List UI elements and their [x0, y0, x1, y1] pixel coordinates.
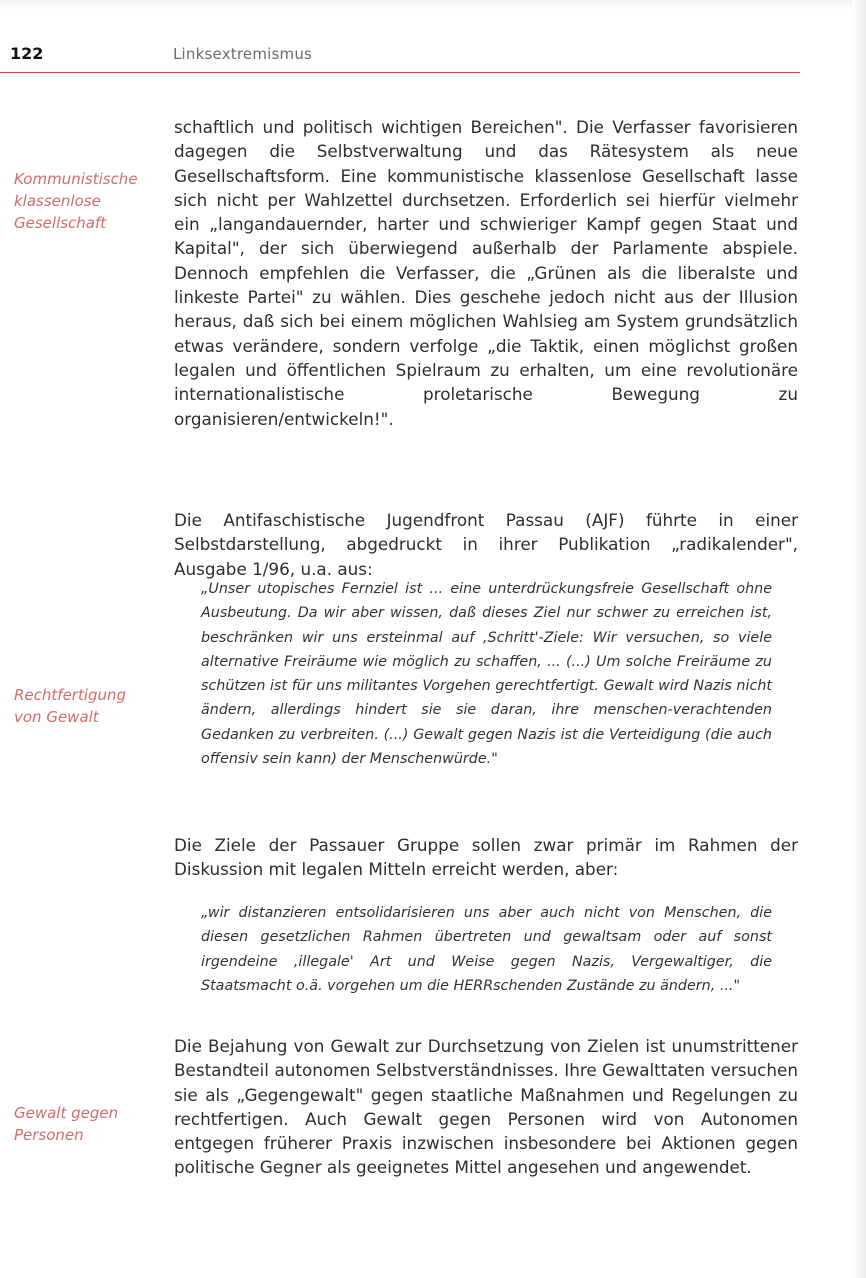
margin-note-line: Rechtfertigung [14, 686, 127, 704]
page-edge-top [0, 0, 866, 10]
block-quote-2: „wir distanzieren entsolidarisieren uns aber auch nicht von Menschen, die diesen gesetzlichen Rahmen übertreten und gewaltsam oder auf sonst irgendeine ‚illegale' Art und Weise gegen Nazis, Vergewaltiger, die Staatsmacht o.ä. vorgehen um die HERRschenden Zustände zu ändern, ..." [201, 905, 772, 994]
paragraph-2: Die Antifaschistische Jugendfront Passau (AJF) führte in einer Selbstdarstellung, abgedruckt in ihrer Publikation „radikalender", Ausgabe 1/96, u.a. aus: [174, 510, 798, 579]
paragraph-3: Die Ziele der Passauer Gruppe sollen zwar primär im Rahmen der Diskussion mit legalen Mitteln erreicht werden, aber: [174, 835, 798, 880]
margin-note-communist-society [14, 168, 164, 234]
margin-note-line: Kommunistische [14, 170, 138, 188]
paragraph-1: schaftlich und politisch wichtigen Bereichen". Die Verfasser favorisieren dagegen die Selbstverwaltung und das Rätesystem als neue Gesellschaftsform. Eine kommunistische klassenlose Gesellschaft lasse sich nicht per Wahlzettel durchsetzen. Erforderlich sei hierfür vielmehr ein „langandauernder, harter und schwieriger Kampf gegen Staat und Kapital", der sich überwiegend außerhalb der Parlamente abspiele. Dennoch empfehlen die Verfasser, die „Grünen als die liberalste und linkeste Partei" zu wählen. Dies geschehe jedoch nicht aus der Illusion heraus, daß sich bei einem möglichen Wahlsieg am System grundsätzlich etwas verändere, sondern verfolge „die Taktik, einen möglichst großen legalen und öffentlichen Spielraum zu erhalten, um eine revolutionäre internationalistische proletarische Bewegung zu organisieren/entwickeln!". [174, 117, 798, 429]
margin-note-justification-violence [14, 684, 164, 728]
running-title: Linksextremismus [173, 45, 313, 63]
block-quote-1: „Unser utopisches Fernziel ist ... eine unterdrückungsfreie Gesellschaft ohne Ausbeutung. Da wir aber wissen, daß dieses Ziel nur schwer zu erreichen ist, beschränken wir uns ersteinmal auf ‚Schritt'-Ziele: Wir versuchen, so viele alternative Freiräume wie möglich zu schaffen, ... (...) Um solche Freiräume zu schützen ist für uns militantes Vorgehen gerechtfertigt. Gewalt wird Nazis nicht ändern, allerdings hindert sie sie daran, ihre menschen-verachtenden Gedanken zu verbreiten. (...) Gewalt gegen Nazis ist die Verteidigung (die auch offensiv sein kann) der Menschenwürde." [201, 581, 772, 768]
paragraph-4: Die Bejahung von Gewalt zur Durchsetzung von Zielen ist unumstrittener Bestandteil autonomen Selbstverständnisses. Ihre Gewalttaten versuchen sie als „Gegengewalt" gegen staatliche Maßnahmen und Regelungen zu rechtfertigen. Auch Gewalt gegen Personen wird von Autonomen entgegen früherer Praxis inzwischen insbesondere bei Aktionen gegen politische Gegner als geeignetes Mittel angesehen und angewendet. [174, 1036, 798, 1178]
page-number: 122 [10, 44, 44, 63]
running-head [0, 44, 800, 68]
margin-note-line: Gesellschaft [14, 214, 107, 232]
header-rule [0, 72, 800, 73]
margin-note-line: Personen [14, 1126, 84, 1144]
margin-note-violence-persons [14, 1102, 164, 1146]
margin-note-line: Gewalt gegen [14, 1104, 119, 1122]
page-edge-right [852, 0, 866, 1278]
margin-note-line: von Gewalt [14, 708, 99, 726]
margin-note-line: klassenlose [14, 192, 101, 210]
